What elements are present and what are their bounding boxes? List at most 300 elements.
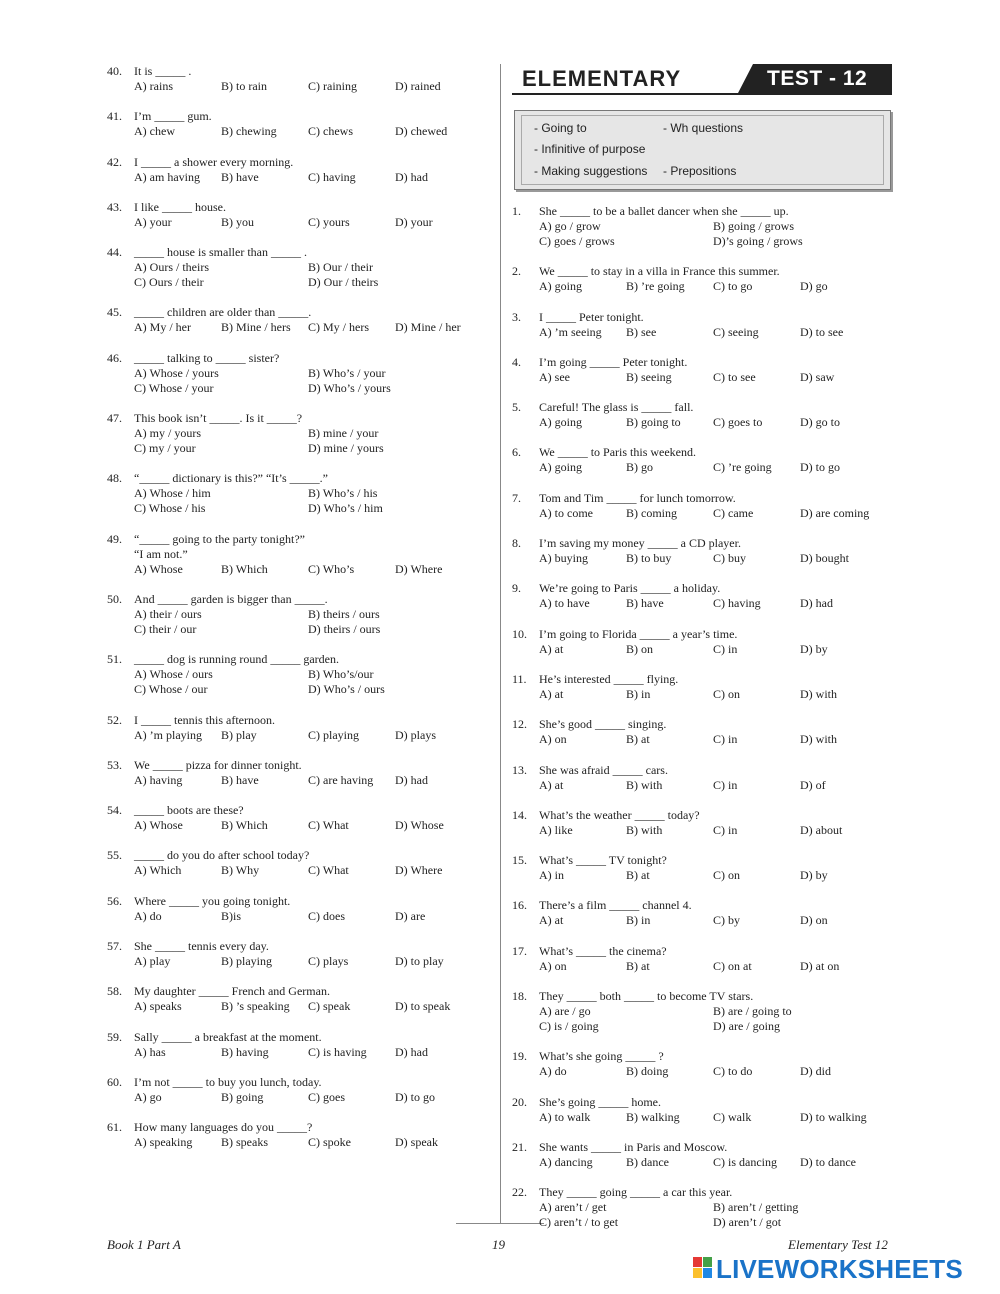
answer-option[interactable]: B) chewing bbox=[221, 124, 277, 139]
answer-option[interactable]: C) speak bbox=[308, 999, 351, 1014]
answer-option[interactable]: D) Who’s / him bbox=[308, 501, 383, 516]
answer-option[interactable]: B) Our / their bbox=[308, 260, 373, 275]
question-number: 10. bbox=[512, 626, 527, 641]
answer-option[interactable]: C) to go bbox=[713, 279, 753, 294]
answer-options bbox=[134, 215, 487, 230]
question-number: 4. bbox=[512, 354, 521, 369]
answer-option[interactable]: D) had bbox=[395, 1044, 428, 1059]
answer-option[interactable]: A) Whose / ours bbox=[134, 667, 213, 682]
question-stem: We _____ pizza for dinner tonight. bbox=[134, 757, 302, 772]
answer-option[interactable]: B) dance bbox=[626, 1154, 669, 1169]
answer-option[interactable]: C) Whose / our bbox=[134, 682, 208, 697]
question-number: 18. bbox=[512, 989, 527, 1004]
answer-option[interactable]: C) their / our bbox=[134, 621, 197, 636]
answer-option[interactable]: B) seeing bbox=[626, 369, 672, 384]
answer-options bbox=[134, 562, 487, 577]
question-stem: We’re going to Paris _____ a holiday. bbox=[539, 581, 721, 596]
answer-option[interactable]: C) yours bbox=[308, 214, 350, 229]
answer-option[interactable]: D) about bbox=[800, 822, 843, 837]
answer-option[interactable]: D) Where bbox=[395, 863, 443, 878]
answer-option[interactable]: C) walk bbox=[713, 1109, 752, 1124]
answer-option[interactable]: D) Whose bbox=[395, 818, 444, 833]
answer-option[interactable]: B) have bbox=[221, 772, 259, 787]
question-item bbox=[512, 355, 892, 385]
answer-option[interactable]: A) at bbox=[539, 913, 564, 928]
answer-option[interactable]: D) go to bbox=[800, 415, 840, 430]
question-number: 3. bbox=[512, 309, 521, 324]
answer-option[interactable]: D) by bbox=[800, 868, 828, 883]
answer-option[interactable]: D) chewed bbox=[395, 124, 448, 139]
answer-option[interactable]: C) Whose / his bbox=[134, 501, 206, 516]
answer-options bbox=[539, 1064, 892, 1079]
answer-option[interactable]: C) on bbox=[713, 868, 740, 883]
answer-option[interactable]: C) is / going bbox=[539, 1019, 599, 1034]
answer-option[interactable]: B) Mine / hers bbox=[221, 320, 291, 335]
answer-option[interactable]: C) My / hers bbox=[308, 320, 369, 335]
answer-option[interactable]: C) Whose / your bbox=[134, 380, 214, 395]
answer-option[interactable]: A) their / ours bbox=[134, 606, 202, 621]
answer-option[interactable]: A) Whose bbox=[134, 561, 183, 576]
answer-option[interactable]: D) rained bbox=[395, 79, 441, 93]
answer-options bbox=[539, 506, 892, 521]
answer-option[interactable]: B) Why bbox=[221, 863, 260, 878]
answer-option[interactable]: D) saw bbox=[800, 369, 835, 384]
answer-option[interactable]: D) Mine / her bbox=[395, 320, 461, 335]
liveworksheets-logo[interactable] bbox=[693, 1253, 993, 1287]
answer-option[interactable]: B) with bbox=[626, 822, 663, 837]
question-number: 14. bbox=[512, 807, 527, 822]
question-item bbox=[107, 984, 487, 1014]
answer-option[interactable]: A) Whose bbox=[134, 818, 183, 833]
answer-option[interactable]: C) came bbox=[713, 505, 754, 520]
answer-option[interactable]: C) goes bbox=[308, 1089, 345, 1104]
answer-option[interactable]: D) Who’s / ours bbox=[308, 682, 385, 697]
answer-option[interactable]: B) walking bbox=[626, 1109, 680, 1124]
answer-options bbox=[539, 959, 892, 974]
answer-option[interactable]: D) at on bbox=[800, 958, 840, 973]
question-number: 60. bbox=[107, 1074, 122, 1089]
question-stem: She was afraid _____ cars. bbox=[539, 762, 668, 777]
answer-options bbox=[134, 667, 487, 697]
answer-option[interactable]: A) play bbox=[134, 954, 171, 969]
answer-option[interactable]: D) bought bbox=[800, 551, 849, 566]
answer-option[interactable]: C) goes / grows bbox=[539, 234, 615, 248]
answer-option[interactable]: A) at bbox=[539, 641, 564, 656]
answer-option[interactable]: B) coming bbox=[626, 505, 677, 520]
answer-options bbox=[539, 1110, 892, 1125]
answer-option[interactable]: B) doing bbox=[626, 1064, 669, 1079]
answer-option[interactable]: A) on bbox=[539, 958, 567, 973]
answer-option[interactable]: C) on at bbox=[713, 958, 752, 973]
answer-options bbox=[539, 551, 892, 566]
answer-option[interactable]: B) ’s speaking bbox=[221, 999, 290, 1014]
answer-options bbox=[539, 1004, 892, 1034]
answer-option[interactable]: C) chews bbox=[308, 124, 353, 139]
answer-option[interactable]: B) having bbox=[221, 1044, 269, 1059]
question-item bbox=[512, 1140, 892, 1170]
question-number: 22. bbox=[512, 1185, 527, 1200]
question-number: 19. bbox=[512, 1049, 527, 1064]
answer-option[interactable]: D) of bbox=[800, 777, 826, 792]
question-stem: She _____ tennis every day. bbox=[134, 939, 269, 954]
answer-options bbox=[539, 325, 892, 340]
answer-option[interactable]: D) to go bbox=[395, 1089, 435, 1104]
answer-option[interactable]: D) with bbox=[800, 732, 837, 747]
question-number: 44. bbox=[107, 245, 122, 260]
answer-option[interactable]: C) having bbox=[713, 596, 761, 611]
answer-option[interactable]: D) by bbox=[800, 641, 828, 656]
answer-option[interactable]: C) to see bbox=[713, 369, 756, 384]
question-item bbox=[107, 411, 487, 456]
answer-option[interactable]: C) is having bbox=[308, 1044, 367, 1059]
question-item bbox=[512, 1049, 892, 1079]
answer-options bbox=[134, 818, 487, 833]
answer-option[interactable]: C) aren’t / to get bbox=[539, 1215, 619, 1230]
answer-options bbox=[134, 999, 487, 1014]
answer-options bbox=[134, 486, 487, 516]
answer-option[interactable]: B) Which bbox=[221, 561, 268, 576]
question-item bbox=[107, 109, 487, 139]
question-stem: What’s the weather _____ today? bbox=[539, 807, 700, 822]
answer-option[interactable]: A) My / her bbox=[134, 320, 191, 335]
question-number: 11. bbox=[512, 671, 527, 686]
question-number: 51. bbox=[107, 652, 122, 667]
answer-option[interactable]: B) playing bbox=[221, 954, 272, 969]
answer-option[interactable]: A) to walk bbox=[539, 1109, 591, 1124]
answer-options bbox=[539, 868, 892, 883]
answer-option[interactable]: A) see bbox=[539, 369, 570, 384]
answer-option[interactable]: A) go bbox=[134, 1089, 162, 1104]
answer-option[interactable]: D) speak bbox=[395, 1135, 438, 1150]
answer-option[interactable]: D) had bbox=[395, 169, 428, 184]
answer-option[interactable]: B) play bbox=[221, 727, 257, 742]
answer-option[interactable]: A) are / go bbox=[539, 1004, 591, 1019]
question-number: 5. bbox=[512, 400, 521, 415]
answer-options bbox=[539, 687, 892, 702]
topics-box bbox=[514, 110, 891, 190]
answer-option[interactable]: D) to go bbox=[800, 460, 840, 475]
question-stem: Where _____ you going tonight. bbox=[134, 893, 291, 908]
question-item bbox=[107, 1120, 487, 1150]
answer-option[interactable]: A) dancing bbox=[539, 1154, 593, 1169]
question-item bbox=[512, 400, 892, 430]
question-item bbox=[107, 894, 487, 924]
answer-option[interactable]: B) mine / your bbox=[308, 426, 379, 441]
answer-options bbox=[539, 823, 892, 838]
answer-option[interactable]: D) Where bbox=[395, 561, 443, 576]
answer-option[interactable]: C) in bbox=[713, 777, 738, 792]
question-number: 21. bbox=[512, 1139, 527, 1154]
answer-option[interactable]: C) having bbox=[308, 169, 356, 184]
answer-option[interactable]: A) ’m playing bbox=[134, 727, 202, 742]
answer-option[interactable]: B) on bbox=[626, 641, 653, 656]
question-number: 6. bbox=[512, 445, 521, 460]
answer-option[interactable]: D) your bbox=[395, 214, 433, 229]
answer-option[interactable]: B) going bbox=[221, 1089, 264, 1104]
answer-option[interactable]: C) playing bbox=[308, 727, 359, 742]
answer-options bbox=[134, 909, 487, 924]
answer-option[interactable]: A) on bbox=[539, 732, 567, 747]
question-stem-line: “I am not.” bbox=[134, 546, 188, 561]
answer-option[interactable]: C) ’re going bbox=[713, 460, 772, 475]
question-item bbox=[107, 305, 487, 335]
answer-option[interactable]: D) aren’t / got bbox=[713, 1215, 782, 1230]
question-item bbox=[512, 1185, 892, 1230]
answer-option[interactable]: C) in bbox=[713, 732, 738, 747]
question-number: 16. bbox=[512, 898, 527, 913]
question-item bbox=[107, 713, 487, 743]
answer-option[interactable]: B) going / grows bbox=[713, 219, 794, 233]
footer-test-name: Elementary Test 12 bbox=[788, 1237, 888, 1252]
answer-options bbox=[539, 279, 892, 294]
answer-option[interactable]: A) your bbox=[134, 214, 172, 229]
question-stem: We _____ to Paris this weekend. bbox=[539, 445, 697, 460]
question-number: 40. bbox=[107, 64, 122, 78]
question-number: 59. bbox=[107, 1029, 122, 1044]
answer-option[interactable]: A) speaking bbox=[134, 1135, 193, 1150]
answer-option[interactable]: D) mine / yours bbox=[308, 441, 384, 456]
question-stem: I’m _____ gum. bbox=[134, 109, 212, 124]
answer-options bbox=[134, 954, 487, 969]
answer-option[interactable]: B) ’re going bbox=[626, 279, 685, 294]
answer-option[interactable]: C) in bbox=[713, 641, 738, 656]
topic-item: - Going to bbox=[534, 121, 587, 135]
answer-option[interactable]: D) go bbox=[800, 279, 828, 294]
question-number: 58. bbox=[107, 984, 122, 999]
answer-option[interactable]: C) What bbox=[308, 863, 349, 878]
answer-option[interactable]: D) plays bbox=[395, 727, 436, 742]
answer-option[interactable]: A) am having bbox=[134, 169, 200, 184]
question-number: 2. bbox=[512, 264, 521, 279]
question-stem: _____ do you do after school today? bbox=[134, 848, 310, 863]
answer-option[interactable]: D) are bbox=[395, 908, 426, 923]
answer-option[interactable]: A) chew bbox=[134, 124, 175, 139]
answer-option[interactable]: A) having bbox=[134, 772, 183, 787]
answer-options bbox=[539, 642, 892, 657]
question-stem: What’s _____ the cinema? bbox=[539, 943, 667, 958]
answer-option[interactable]: B) speaks bbox=[221, 1135, 268, 1150]
answer-options bbox=[134, 124, 487, 139]
answer-option[interactable]: B) Which bbox=[221, 818, 268, 833]
answer-option[interactable]: D) to dance bbox=[800, 1154, 856, 1169]
question-item bbox=[107, 471, 487, 516]
answer-options bbox=[134, 1090, 487, 1105]
answer-option[interactable]: A) rains bbox=[134, 79, 173, 93]
answer-option[interactable]: D) to walking bbox=[800, 1109, 867, 1124]
answer-option[interactable]: B) Who’s / your bbox=[308, 365, 386, 380]
answer-option[interactable]: B) Who’s / his bbox=[308, 486, 378, 501]
answer-option[interactable]: A) go / grow bbox=[539, 219, 601, 233]
question-stem: Tom and Tim _____ for lunch tomorrow. bbox=[539, 490, 736, 505]
answer-option[interactable]: A) to come bbox=[539, 505, 593, 520]
question-stem: My daughter _____ French and German. bbox=[134, 984, 330, 999]
question-item bbox=[512, 491, 892, 521]
answer-option[interactable]: D) Who’s / yours bbox=[308, 380, 391, 395]
question-number: 41. bbox=[107, 109, 122, 124]
question-item bbox=[512, 944, 892, 974]
answer-option[interactable]: A) at bbox=[539, 686, 564, 701]
question-stem: We _____ to stay in a villa in France this summer. bbox=[539, 264, 780, 279]
question-item bbox=[107, 351, 487, 396]
answer-option[interactable]: A) do bbox=[134, 908, 162, 923]
answer-options bbox=[134, 1135, 487, 1150]
answer-option[interactable]: A) to have bbox=[539, 596, 590, 611]
answer-option[interactable]: C) spoke bbox=[308, 1135, 351, 1150]
answer-option[interactable]: B) going to bbox=[626, 415, 681, 430]
question-stem: “_____ going to the party tonight?” bbox=[134, 531, 305, 546]
answer-option[interactable]: A) has bbox=[134, 1044, 166, 1059]
answer-option[interactable]: B) aren’t / getting bbox=[713, 1200, 799, 1215]
answer-option[interactable]: D) Our / theirs bbox=[308, 275, 379, 290]
answer-option[interactable]: C) to do bbox=[713, 1064, 753, 1079]
answer-option[interactable]: C) What bbox=[308, 818, 349, 833]
answer-option[interactable]: D) did bbox=[800, 1064, 831, 1079]
question-item bbox=[512, 536, 892, 566]
answer-option[interactable]: D) to see bbox=[800, 324, 844, 339]
answer-option[interactable]: A) Which bbox=[134, 863, 182, 878]
answer-option[interactable]: B) at bbox=[626, 732, 650, 747]
column-divider bbox=[500, 64, 501, 1224]
answer-option[interactable]: B) with bbox=[626, 777, 663, 792]
answer-option[interactable]: C) seeing bbox=[713, 324, 759, 339]
test-header bbox=[512, 64, 892, 96]
question-number: 54. bbox=[107, 803, 122, 818]
question-number: 61. bbox=[107, 1120, 122, 1135]
header-test-label: TEST - 12 bbox=[767, 67, 868, 90]
answer-option[interactable]: B) to rain bbox=[221, 79, 267, 93]
answer-option[interactable]: D) to play bbox=[395, 954, 444, 969]
answer-option[interactable]: C) in bbox=[713, 822, 738, 837]
answer-option[interactable]: A) aren’t / get bbox=[539, 1200, 607, 1215]
answer-option[interactable]: A) going bbox=[539, 460, 582, 475]
question-number: 1. bbox=[512, 204, 521, 218]
question-item bbox=[512, 627, 892, 657]
answer-option[interactable]: D)’s going / grows bbox=[713, 234, 803, 248]
question-item bbox=[512, 445, 892, 475]
answer-option[interactable]: C) my / your bbox=[134, 441, 196, 456]
answer-option[interactable]: A) at bbox=[539, 777, 564, 792]
answer-option[interactable]: A) going bbox=[539, 279, 582, 294]
answer-options bbox=[539, 219, 892, 249]
answer-option[interactable]: C) buy bbox=[713, 551, 746, 566]
answer-option[interactable]: B) see bbox=[626, 324, 657, 339]
question-item bbox=[107, 245, 487, 290]
question-number: 20. bbox=[512, 1094, 527, 1109]
answer-option[interactable]: C) goes to bbox=[713, 415, 763, 430]
answer-options bbox=[539, 1155, 892, 1170]
answer-option[interactable]: C) Who’s bbox=[308, 561, 355, 576]
answer-option[interactable]: B) go bbox=[626, 460, 653, 475]
answer-option[interactable]: D) with bbox=[800, 686, 837, 701]
question-item bbox=[512, 898, 892, 928]
question-item bbox=[107, 652, 487, 697]
question-stem: They _____ going _____ a car this year. bbox=[539, 1185, 733, 1200]
answer-option[interactable]: A) Whose / him bbox=[134, 486, 211, 501]
answer-option[interactable]: D) are coming bbox=[800, 505, 870, 520]
liveworksheets-logo-icon bbox=[693, 1257, 713, 1279]
question-stem: She’s good _____ singing. bbox=[539, 717, 667, 732]
answer-option[interactable]: A) my / yours bbox=[134, 426, 201, 441]
answer-option[interactable]: A) speaks bbox=[134, 999, 182, 1014]
answer-option[interactable]: A) do bbox=[539, 1064, 567, 1079]
liveworksheets-logo-text: LIVEWORKSHEETS bbox=[716, 1254, 963, 1284]
answer-option[interactable]: A) like bbox=[539, 822, 573, 837]
answer-option[interactable]: B) theirs / ours bbox=[308, 606, 380, 621]
topic-item: - Infinitive of purpose bbox=[534, 142, 646, 156]
answer-options bbox=[134, 1045, 487, 1060]
answer-option[interactable]: A) buying bbox=[539, 551, 588, 566]
answer-option[interactable]: D) had bbox=[800, 596, 833, 611]
topic-item: - Wh questions bbox=[663, 121, 744, 135]
answer-option[interactable]: D) are / going bbox=[713, 1019, 780, 1034]
answer-option[interactable]: A) ’m seeing bbox=[539, 324, 602, 339]
answer-option[interactable]: B) have bbox=[626, 596, 664, 611]
answer-option[interactable]: B) in bbox=[626, 913, 651, 928]
answer-option[interactable]: A) going bbox=[539, 415, 582, 430]
answer-option[interactable]: C) raining bbox=[308, 79, 357, 93]
answer-option[interactable]: B) have bbox=[221, 169, 259, 184]
answer-option[interactable]: D) had bbox=[395, 772, 428, 787]
answer-option[interactable]: B) are / going to bbox=[713, 1004, 792, 1019]
question-item bbox=[107, 64, 487, 94]
question-stem: It is _____ . bbox=[134, 64, 192, 78]
question-item bbox=[512, 672, 892, 702]
answer-option[interactable]: D) theirs / ours bbox=[308, 621, 381, 636]
answer-option[interactable]: B) to buy bbox=[626, 551, 672, 566]
answer-option[interactable]: C) does bbox=[308, 908, 345, 923]
question-item bbox=[107, 939, 487, 969]
question-item bbox=[512, 204, 892, 249]
question-number: 15. bbox=[512, 853, 527, 868]
answer-options bbox=[539, 370, 892, 385]
answer-option[interactable]: C) is dancing bbox=[713, 1154, 777, 1169]
answer-option[interactable]: B) you bbox=[221, 214, 254, 229]
answer-option[interactable]: D) to speak bbox=[395, 999, 451, 1014]
answer-option[interactable]: A) Whose / yours bbox=[134, 365, 219, 380]
question-stem: She _____ to be a ballet dancer when she _____ up. bbox=[539, 204, 789, 218]
answer-options bbox=[539, 415, 892, 430]
question-stem: _____ talking to _____ sister? bbox=[134, 350, 280, 365]
question-number: 49. bbox=[107, 531, 122, 546]
question-stem: Careful! The glass is _____ fall. bbox=[539, 400, 694, 415]
answer-option[interactable]: D) on bbox=[800, 913, 828, 928]
answer-options bbox=[539, 732, 892, 747]
answer-option[interactable]: B)is bbox=[221, 908, 242, 923]
answer-options bbox=[134, 728, 487, 743]
question-number: 47. bbox=[107, 411, 122, 426]
answer-options bbox=[134, 426, 487, 456]
answer-options bbox=[134, 79, 487, 94]
question-number: 9. bbox=[512, 581, 521, 596]
question-stem: Sally _____ a breakfast at the moment. bbox=[134, 1029, 322, 1044]
answer-option[interactable]: B) at bbox=[626, 958, 650, 973]
question-number: 8. bbox=[512, 536, 521, 551]
left-column bbox=[107, 64, 487, 1166]
question-stem: I _____ Peter tonight. bbox=[539, 309, 644, 324]
question-item bbox=[512, 717, 892, 747]
answer-option[interactable]: C) by bbox=[713, 913, 740, 928]
question-number: 43. bbox=[107, 199, 122, 214]
answer-option[interactable]: C) are having bbox=[308, 772, 374, 787]
answer-option[interactable]: A) Ours / theirs bbox=[134, 260, 209, 275]
answer-option[interactable]: C) Ours / their bbox=[134, 275, 204, 290]
answer-option[interactable]: C) on bbox=[713, 686, 740, 701]
answer-option[interactable]: B) Who’s/our bbox=[308, 667, 374, 682]
answer-option[interactable]: B) in bbox=[626, 686, 651, 701]
answer-option[interactable]: C) plays bbox=[308, 954, 349, 969]
answer-option[interactable]: B) at bbox=[626, 868, 650, 883]
answer-option[interactable]: A) in bbox=[539, 868, 564, 883]
